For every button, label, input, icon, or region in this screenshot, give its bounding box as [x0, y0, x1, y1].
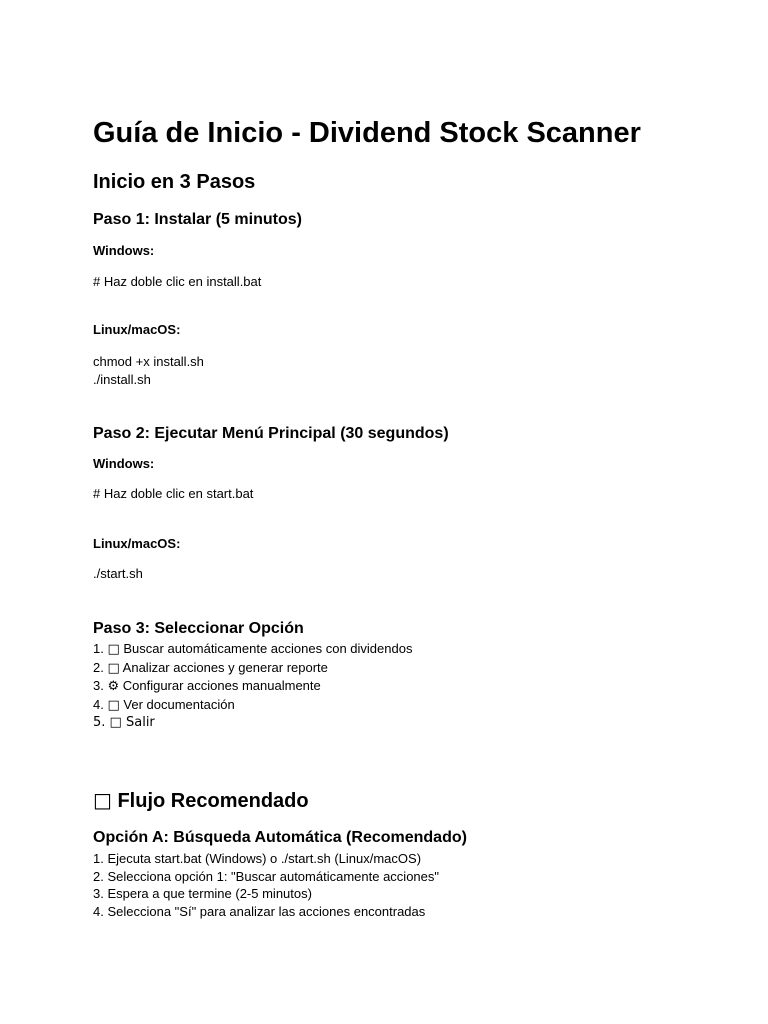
menu-option-square-icon: □ — [109, 715, 122, 731]
list-item: 4. □ Ver documentación — [93, 696, 235, 713]
list-item: 2. □ Analizar acciones y generar reporte — [93, 659, 328, 676]
list-item: 3. Espera a que termine (2-5 minutos) — [93, 886, 312, 902]
menu-option-square-icon: □ — [107, 642, 120, 657]
step2-linux-code — [93, 565, 143, 583]
document-title: Guía de Inicio - Dividend Stock Scanner — [93, 117, 641, 149]
menu-option-square-icon: □ — [107, 697, 120, 713]
section-square-icon: □ — [93, 788, 112, 812]
section-heading-inicio: Inicio en 3 Pasos — [93, 171, 256, 193]
code-line: # Haz doble clic en start.bat — [93, 486, 254, 501]
list-item: 4. Selecciona "Sí" para analizar las acciones encontradas — [93, 903, 426, 919]
gear-icon: ⚙ — [107, 679, 120, 695]
menu-option-square-icon: □ — [107, 660, 120, 676]
code-line: chmod +x install.sh — [93, 354, 204, 369]
step3-option-list — [93, 640, 412, 732]
step1-windows-code — [93, 273, 261, 291]
optionA-step-list — [93, 850, 439, 920]
step2-windows-label: Windows: — [93, 456, 155, 471]
step2-linux-label: Linux/macOS: — [93, 536, 181, 551]
optionA-heading: Opción A: Búsqueda Automática (Recomendado) — [93, 829, 467, 846]
list-item: 1. Ejecuta start.bat (Windows) o ./start.sh (Linux/macOS) — [93, 851, 422, 866]
code-line: ./install.sh — [93, 371, 151, 387]
step3-heading: Paso 3: Seleccionar Opción — [93, 620, 304, 637]
step2-heading: Paso 2: Ejecutar Menú Principal (30 segundos) — [93, 425, 449, 442]
list-item: 5. □ Salir — [93, 715, 155, 731]
list-item: 2. Selecciona opción 1: "Buscar automáticamente acciones" — [93, 868, 439, 884]
section-heading-flujo: □ Flujo Recomendado — [93, 788, 309, 812]
step1-windows-label: Windows: — [93, 243, 155, 258]
list-item: 1. □ Buscar automáticamente acciones con dividendos — [93, 641, 413, 657]
code-line: # Haz doble clic en install.bat — [93, 274, 262, 289]
step1-heading: Paso 1: Instalar (5 minutos) — [93, 211, 302, 228]
step2-windows-code — [93, 485, 253, 503]
step1-linux-label: Linux/macOS: — [93, 322, 181, 337]
step1-linux-code — [93, 353, 204, 388]
code-line: ./start.sh — [93, 566, 143, 581]
list-item: 3. ⚙ Configurar acciones manualmente — [93, 678, 321, 695]
